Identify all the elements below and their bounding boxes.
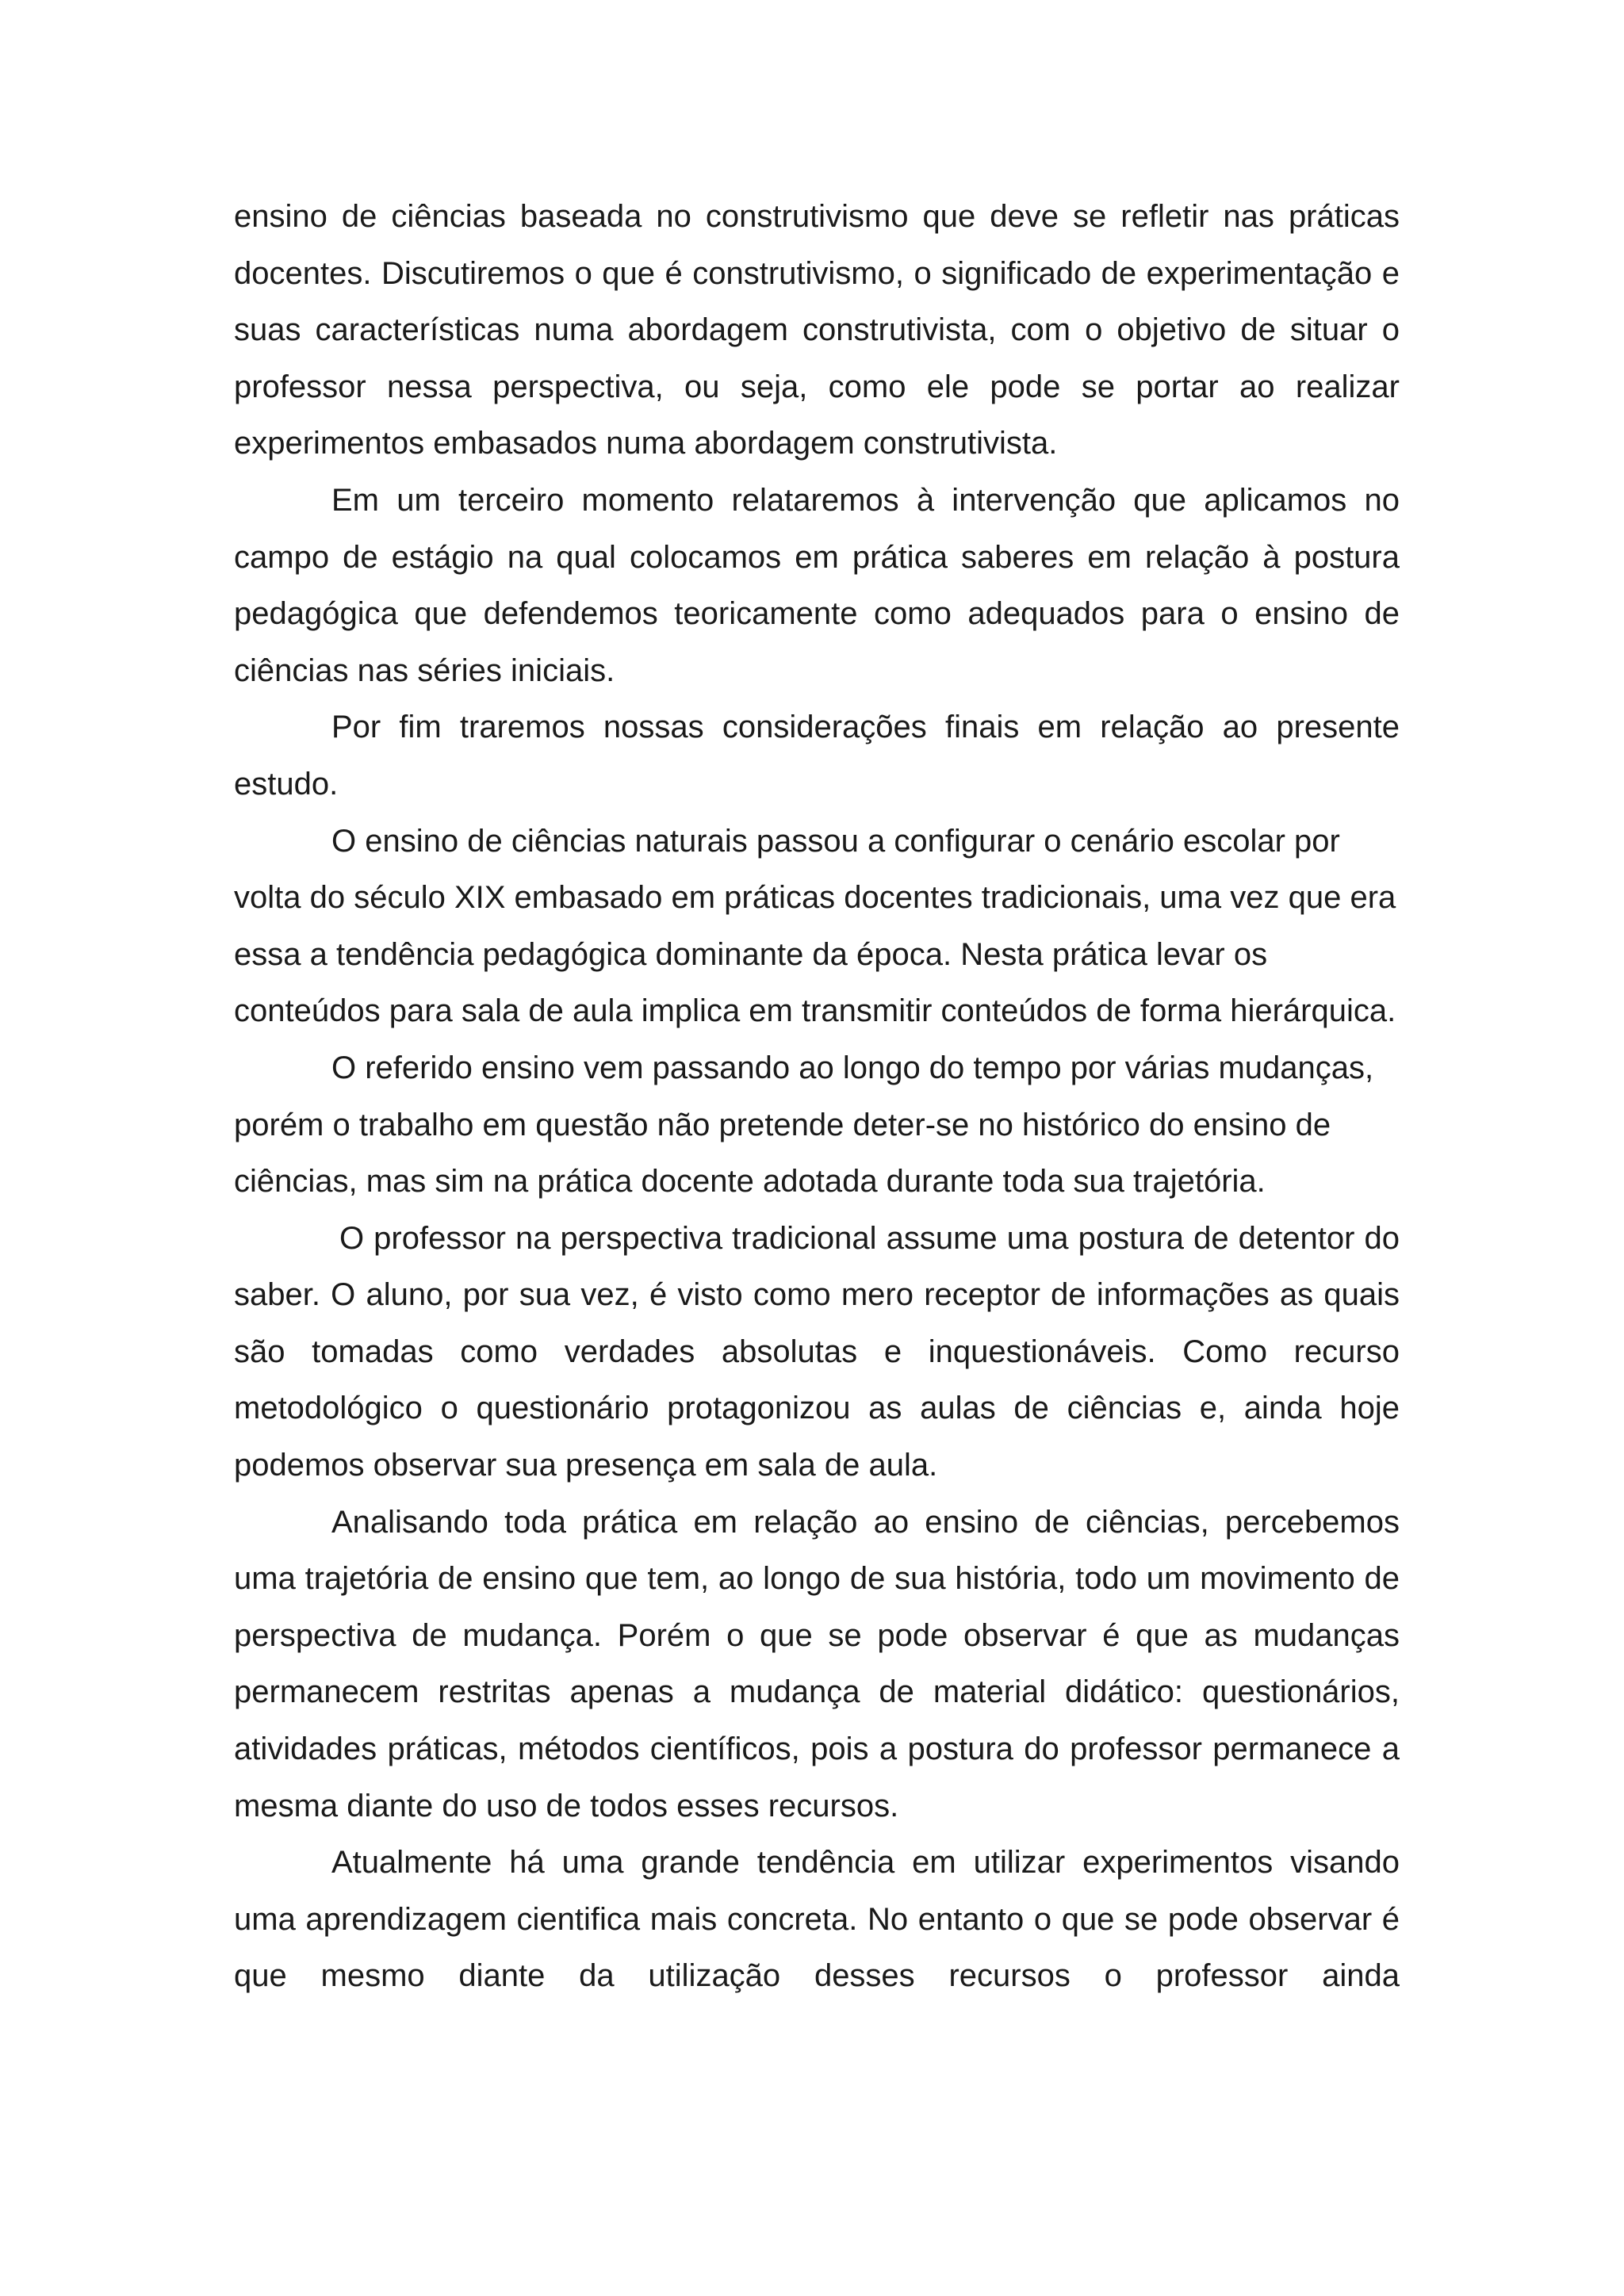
paragraph-ensino-ciencias-naturais: O ensino de ciências naturais passou a configurar o cenário escolar por volta do século XIX embasado em práticas docentes tradicionais, uma vez que era essa a tendência pedagógica dominante da época. Nesta prática levar os conteúdos para sala de aula implica em transmitir conteúdos de forma hierárquica. bbox=[234, 823, 1396, 1029]
paragraph-construtivismo-intro: ensino de ciências baseada no construtivismo que deve se refletir nas práticas docentes. Discutiremos o que é construtivismo, o significado de experimentação e suas características numa abordagem construtivista, com o objetivo de situar o professor nessa perspectiva, ou seja, como ele pode se portar ao realizar experimentos embasados numa abordagem construtivista. bbox=[234, 199, 1400, 461]
paragraph-terceiro-momento: Em um terceiro momento relataremos à intervenção que aplicamos no campo de estágio na qual colocamos em prática saberes em relação à postura pedagógica que defendemos teoricamente como adequados para o ensino de ciências nas séries iniciais. bbox=[234, 482, 1400, 688]
paragraph-atualmente: Atualmente há uma grande tendência em utilizar experimentos visando uma aprendizagem cientifica mais concreta. No entanto o que se pode observar é que mesmo diante da utilização desses recursos o professor ainda bbox=[234, 1845, 1400, 1994]
paragraph-consideracoes-finais: Por fim traremos nossas considerações finais em relação ao presente estudo. bbox=[234, 710, 1400, 802]
paragraph-analisando-pratica: Analisando toda prática em relação ao ensino de ciências, percebemos uma trajetória de ensino que tem, ao longo de sua história, todo um movimento de perspectiva de mudança. Porém o que se pode observar é que as mudanças permanecem restritas apenas a mudança de material didático: questionários, atividades práticas, métodos científicos, pois a postura do professor permanece a mesma diante do uso de todos esses recursos. bbox=[234, 1504, 1400, 1823]
paragraph-professor-tradicional: O professor na perspectiva tradicional assume uma postura de detentor do saber. O aluno, por sua vez, é visto como mero receptor de informações as quais são tomadas como verdades absolutas e inquestionáveis. Como recurso metodológico o questionário protagonizou as aulas de ciências e, ainda hoje podemos observar sua presença em sala de aula. bbox=[234, 1220, 1400, 1483]
paragraph-referido-ensino: O referido ensino vem passando ao longo do tempo por várias mudanças, porém o trabalho em questão não pretende deter-se no histórico do ensino de ciências, mas sim na prática docente adotada durante toda sua trajetória. bbox=[234, 1050, 1374, 1200]
document-body bbox=[234, 189, 1400, 2005]
